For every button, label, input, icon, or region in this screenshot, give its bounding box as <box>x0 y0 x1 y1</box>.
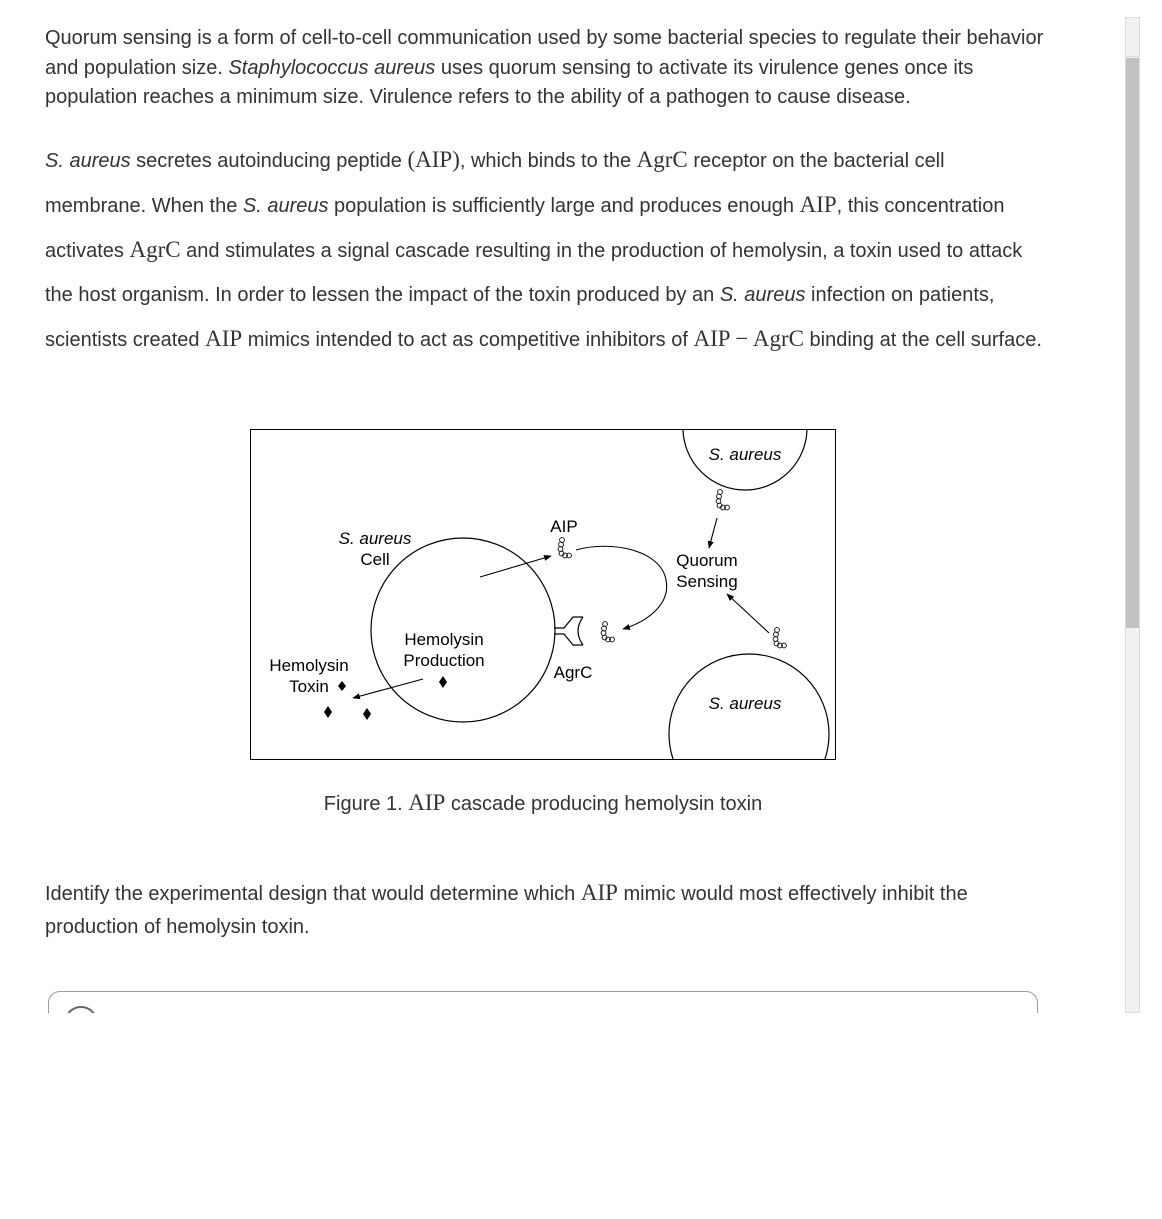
label-cell-species: S. aureus <box>338 529 412 548</box>
vertical-scrollbar[interactable] <box>1125 17 1140 1013</box>
question-math: AIP <box>580 880 618 905</box>
toxin-diamond-cell <box>439 676 447 688</box>
aip-cascade-figure <box>250 429 836 760</box>
label-hemolysin-production-2: Production <box>403 651 485 670</box>
arrow-to-aip <box>480 556 551 577</box>
viewport-bottom <box>0 1013 1125 1219</box>
label-hemolysin-toxin-1: Hemolysin <box>269 656 349 675</box>
label-aip: AIP <box>550 517 578 536</box>
caption-prefix: Figure 1. <box>323 793 409 815</box>
label-cell-word: Cell <box>360 550 390 569</box>
toxin-diamond-1 <box>324 706 332 718</box>
caption-suffix: cascade producing hemolysin toxin <box>445 793 763 815</box>
question-suffix: mimic would most effectively inhibit the production of hemolysin toxin. <box>45 883 968 938</box>
aip-molecule-top <box>716 490 729 510</box>
label-hemolysin-production-1: Hemolysin <box>404 630 484 649</box>
p2-text-6: and stimulates a signal cascade resulting in the production of hemolysin, a toxin used to attack the host organism. In order to lessen the impact of the toxin produced by an <box>45 240 1023 306</box>
label-bottom-right-cell: S. aureus <box>708 694 782 713</box>
aip-molecule-bottom <box>773 628 786 648</box>
p2-math-4: AgrC <box>129 237 181 262</box>
label-quorum-1: Quorum <box>676 551 738 570</box>
label-hemolysin-toxin-2: Toxin <box>289 677 329 696</box>
toxin-diamond-2 <box>363 708 371 720</box>
aip-molecule-center <box>558 538 571 558</box>
label-agrc: AgrC <box>553 663 593 682</box>
p1-species: Staphylococcus aureus <box>228 56 436 79</box>
arrow-to-toxin <box>353 679 423 698</box>
arrow-top-to-quorum <box>709 518 717 548</box>
figure-diagram <box>251 430 836 760</box>
passage-paragraph-2 <box>45 138 1045 362</box>
arrow-bottom-to-quorum <box>727 594 769 633</box>
passage <box>45 24 1045 113</box>
p2-math-2: AgrC <box>636 147 688 172</box>
arrow-aip-loop <box>576 546 667 629</box>
label-top-right-cell: S. aureus <box>708 445 782 464</box>
p2-text-3: receptor on the bacterial cell membrane. When the <box>45 150 945 217</box>
scrollbar-thumb[interactable] <box>1126 58 1139 628</box>
p2-species-2: S. aureus <box>242 195 329 217</box>
toxin-diamond-label <box>338 681 346 691</box>
label-quorum-2: Sensing <box>676 572 738 591</box>
question-prompt <box>45 876 1045 944</box>
p2-text-8: mimics intended to act as competitive inhibitors of <box>242 329 694 351</box>
agrc-receptor <box>554 617 583 645</box>
p2-text-5: , this concentration activates <box>45 195 1005 262</box>
p2-math-3: AIP <box>799 192 837 217</box>
p1-text-a: Quorum sensing is a form of cell-to-cell communication used by some bacterial species to regulate their behavior and population size. <box>45 27 1044 79</box>
p2-text-9: binding at the cell surface. <box>803 329 1042 351</box>
p2-text-7: infection on patients, scientists created <box>45 284 995 351</box>
question-prefix: Identify the experimental design that would determine which <box>45 883 581 905</box>
scroll-up-arrow[interactable] <box>1126 18 1139 57</box>
p2-math-1: (AIP) <box>407 147 460 172</box>
p2-species-3: S. aureus <box>719 284 806 306</box>
p2-species-1: S. aureus <box>45 150 131 172</box>
p2-text-4: population is sufficiently large and produces enough <box>328 195 800 217</box>
caption-math: AIP <box>408 790 446 815</box>
p2-text-2: , which binds to the <box>459 150 637 172</box>
aip-molecule-receptor <box>601 622 614 642</box>
p1-text-b: uses quorum sensing to activate its virulence genes once its population reaches a minimum size. Virulence refers to the ability of a pathogen to cause disease. <box>45 56 974 108</box>
p2-text-1: secretes autoinducing peptide <box>130 150 408 172</box>
p2-math-5: AIP <box>205 326 243 351</box>
figure-caption <box>0 790 1086 816</box>
passage-paragraph-1 <box>45 24 1045 113</box>
p2-math-6: AIP − AgrC <box>693 326 804 351</box>
